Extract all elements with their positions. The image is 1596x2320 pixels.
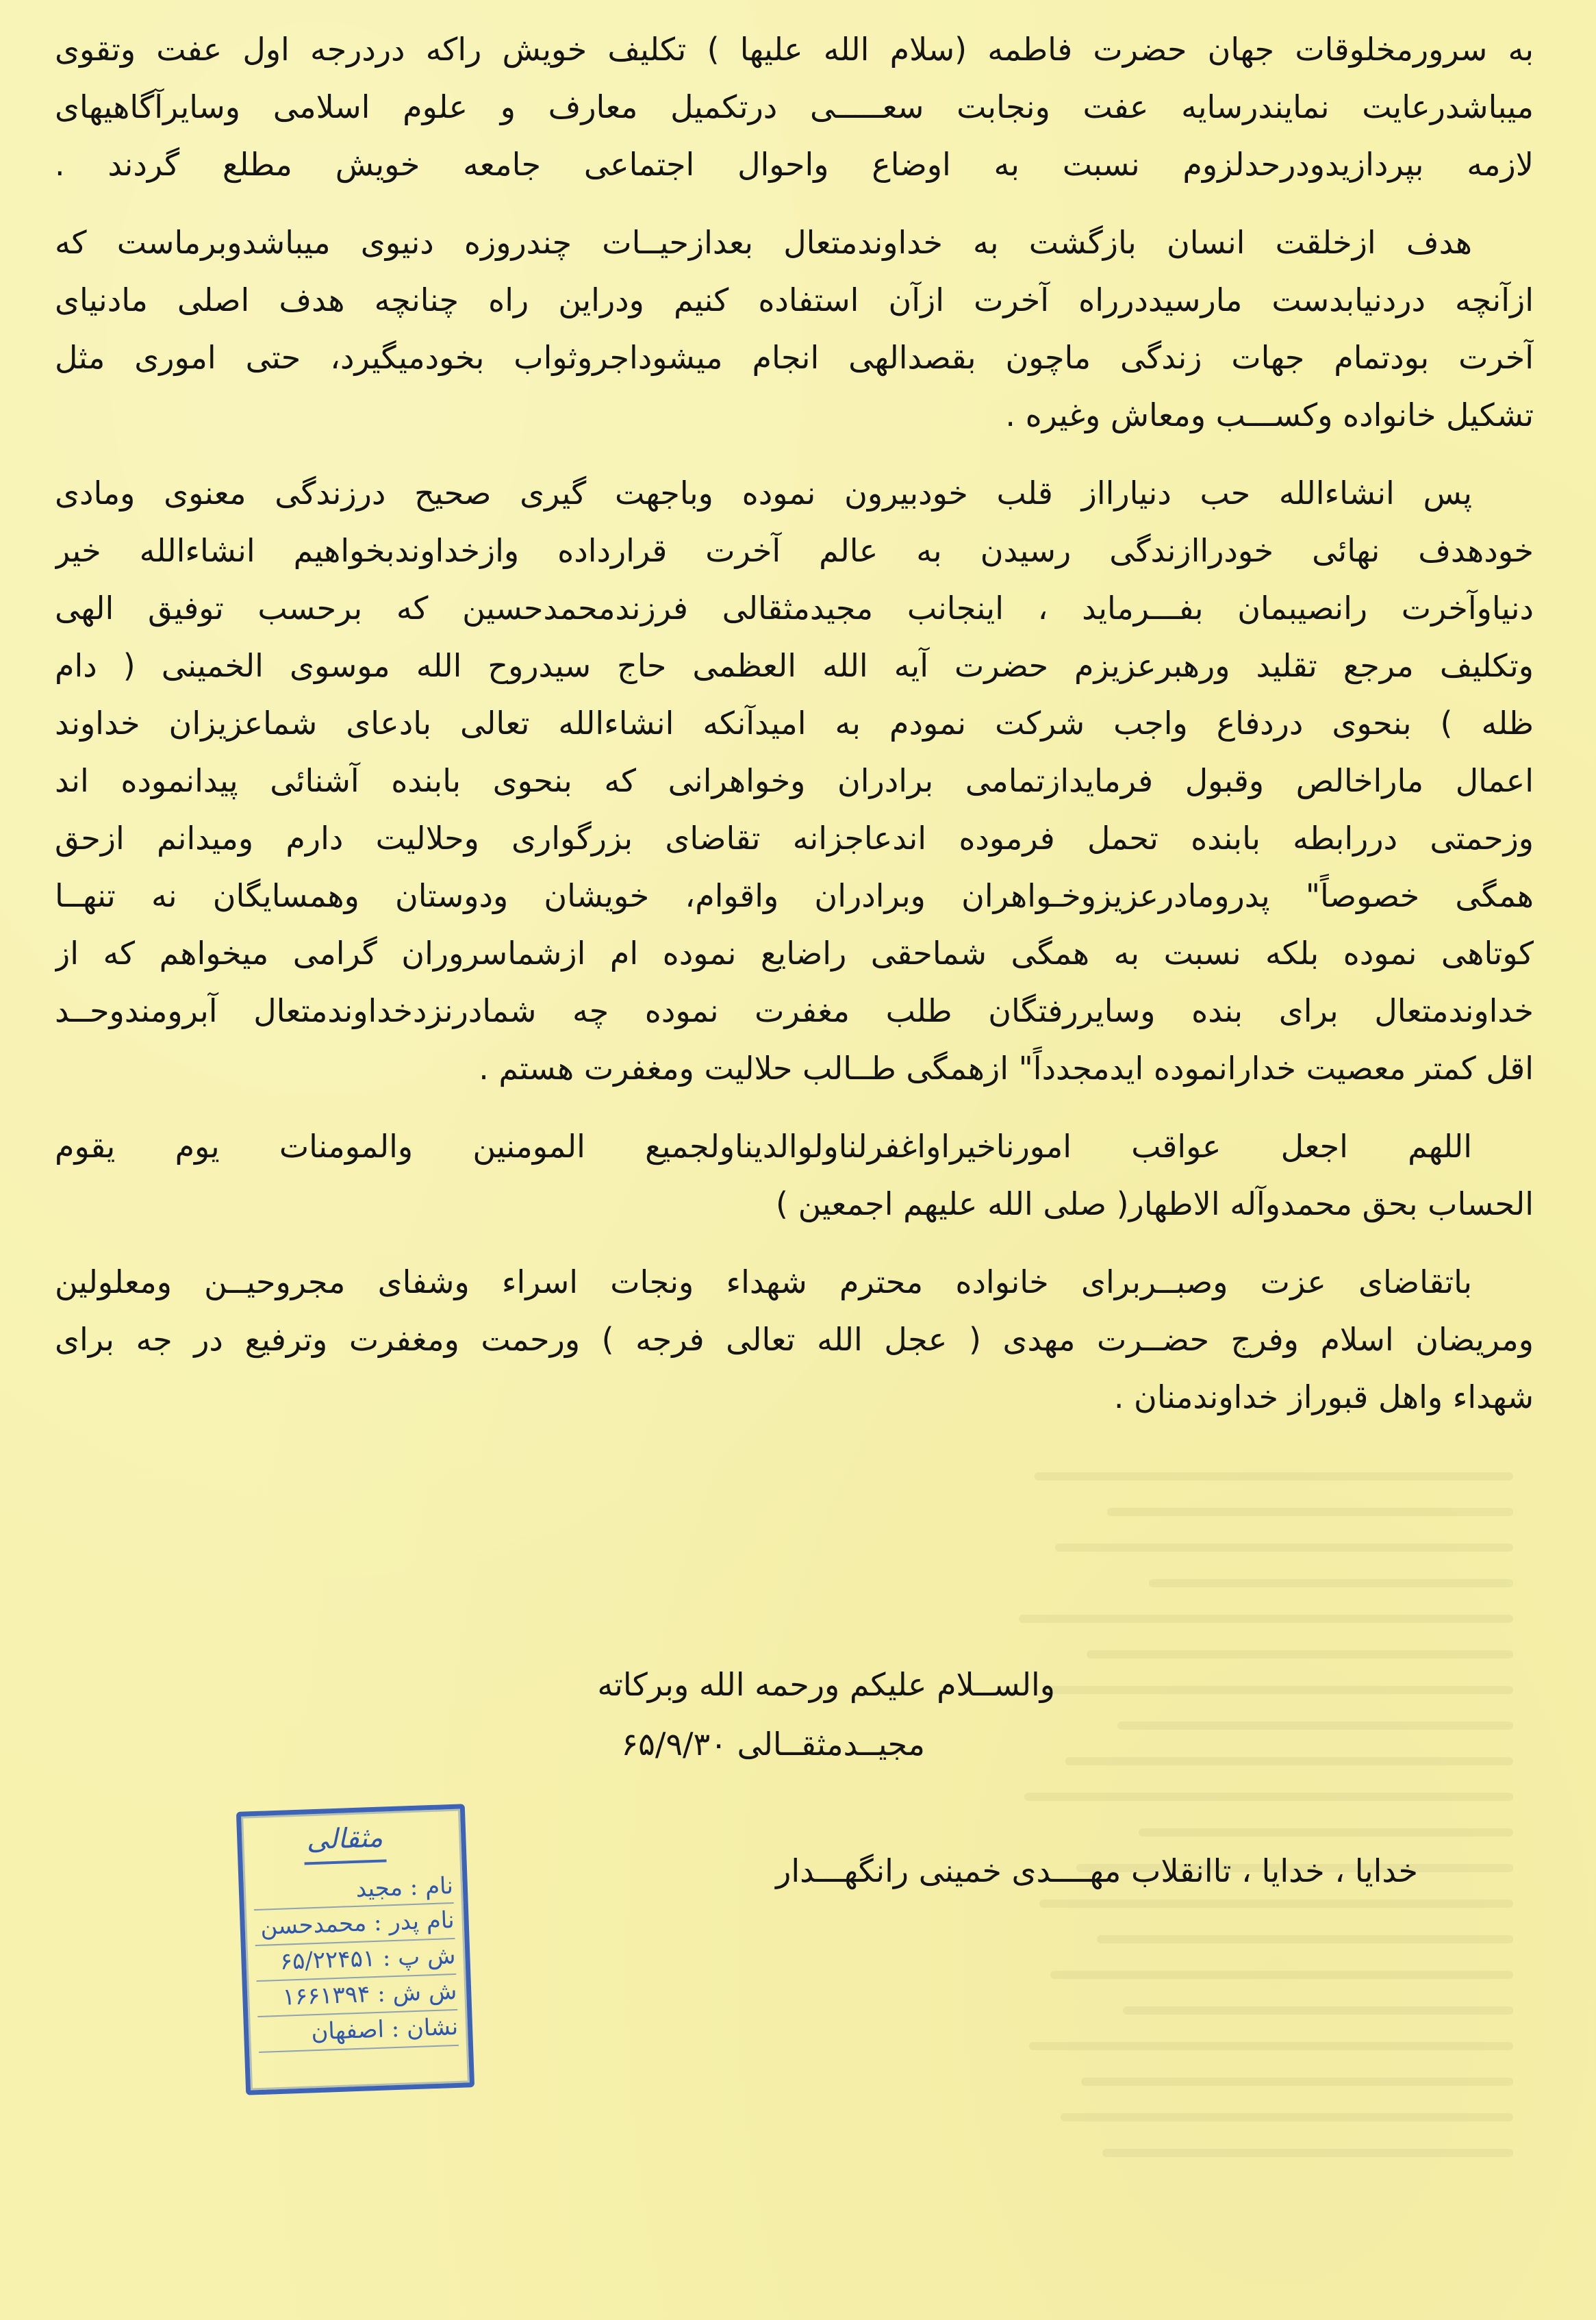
letter-line: آخرت بودتمام جهات زندگی ماچون بقصدالهی انجام میشوداجروثواب بخودمیگیرد، حتی اموری مثل [55, 339, 1534, 376]
letter-line: تشکیل خانواده وکســـب ومعاش وغیره . [1005, 396, 1534, 433]
letter-line: ومریضان اسلام وفرج حضــرت مهدی ( عجل الله تعالی فرجه ) ورحمت ومغفرت وترفیع در جه برای [55, 1321, 1534, 1358]
signature-line: مجیــدمثقــالی ۶۵/۹/۳۰ [621, 1726, 925, 1763]
letter-line: اقل کمتر معصیت خدارانموده ایدمجدداً" ازهمگی طــالب حلالیت ومغفرت هستم . [479, 1050, 1534, 1087]
letter-line: باتقاضای عزت وصبــربرای خانواده محترم شهداء ونجات اسراء وشفای مجروحیــن ومعلولین [55, 1263, 1472, 1300]
letter-line: شهداء واهل قبوراز خداوندمنان . [1113, 1378, 1534, 1415]
letter-line: لازمه بپردازیدودرحدلزوم نسبت به اوضاع واحوال اجتماعی جامعه خویش مطلع گردند . [55, 146, 1534, 183]
letter-line: الحساب بحق محمدوآله الاطهار( صلی الله علیهم اجمعین ) [776, 1185, 1534, 1222]
letter-line: کوتاهی نموده بلکه نسبت به همگی شماحقی راضایع نموده ام ازشماسروران گرامی میخواهم که از [55, 935, 1534, 972]
closing-slogan: خدایا ، خدایا ، تاانقلاب مهــــدی خمینی رانگهـــدار [776, 1852, 1418, 1889]
letter-line: خودهدف نهائی خودراازندگی رسیدن به عالم آخرت قرارداده وازخداوندبخواهیم انشاءالله خیر [55, 532, 1534, 569]
closing-salutation: والســلام علیکم ورحمه الله وبرکاته [597, 1666, 1055, 1703]
stamp-line: ش ش : ۱۶۶۱۳۹۴ [281, 1977, 457, 2011]
letter-line: دنیاوآخرت رانصیبمان بفـــرماید ، اینجانب مجیدمثقالی فرزندمحمدحسین که برحسب توفیق الهی [55, 590, 1534, 627]
letter-line: خداوندمتعال برای بنده وسایررفتگان طلب مغفرت نموده چه شمادرنزدخداوندمتعال آبرومندوحــد [55, 992, 1534, 1029]
letter-line: وتکلیف مرجع تقلید ورهبرعزیزم حضرت آیه الله العظمی حاج سیدروح الله موسوی الخمینی ( دام [55, 647, 1534, 684]
letter-line: وزحمتی دررابطه بابنده تحمل فرموده اندعاجزانه تقاضای بزرگواری وحلالیت دارم ومیدانم ازحق [55, 820, 1534, 857]
letter-line: ازآنچه دردنیابدست مارسیددرراه آخرت ازآن استفاده کنیم ودراین راه چنانچه هدف اصلی مادنیای [55, 281, 1534, 318]
stamp-line: نشان : اصفهان [310, 2013, 459, 2046]
letter-line: اعمال ماراخالص وقبول فرمایدازتمامی برادران وخواهرانی که بنحوی بابنده آشنائی پیدانموده اند [55, 762, 1534, 799]
letter-line: ظله ) بنحوی دردفاع واجب شرکت نمودم به امیدآنکه انشاءالله تعالی بادعای شماعزیزان خداوند [55, 705, 1534, 742]
stamp-line: نام : مجید [355, 1871, 454, 1903]
stamp-line: ش پ : ۶۵/۲۲۴۵۱ [279, 1941, 457, 1976]
letter-line: هدف ازخلقت انسان بازگشت به خداوندمتعال بعدازحیــات چندروزه دنیوی میباشدوبرماست که [55, 224, 1472, 261]
letter-line: همگی خصوصاً" پدرومادرعزیزوخـواهران وبرادران واقوام، خویشان ودوستان وهمسایگان نه تنهــا [55, 877, 1534, 914]
letter-line: به سرورمخلوقات جهان حضرت فاطمه (سلام الله علیها ) تکلیف خویش راکه دردرجه اول عفت وتقوی [55, 31, 1534, 68]
ink-stamp [236, 1804, 474, 2095]
letter-line: میباشدرعایت نمایندرسایه عفت ونجابت سعـــــی درتکمیل معارف و علوم اسلامی وسایرآگاهیهای [55, 88, 1534, 125]
letter-line: پس انشاءالله حب دنیارااز قلب خودبیرون نموده وباجهت گیری صحیح درزندگی معنوی ومادی [55, 475, 1472, 512]
stamp-line: نام پدر : محمدحسن [259, 1906, 455, 1941]
stamp-header: مثقالی [303, 1818, 386, 1865]
letter-line: اللهم اجعل عواقب امورناخیراواغفرلناولوالدیناولجمیع المومنین والمومنات یوم یقوم [55, 1128, 1472, 1165]
letter-body [55, 21, 1534, 1426]
